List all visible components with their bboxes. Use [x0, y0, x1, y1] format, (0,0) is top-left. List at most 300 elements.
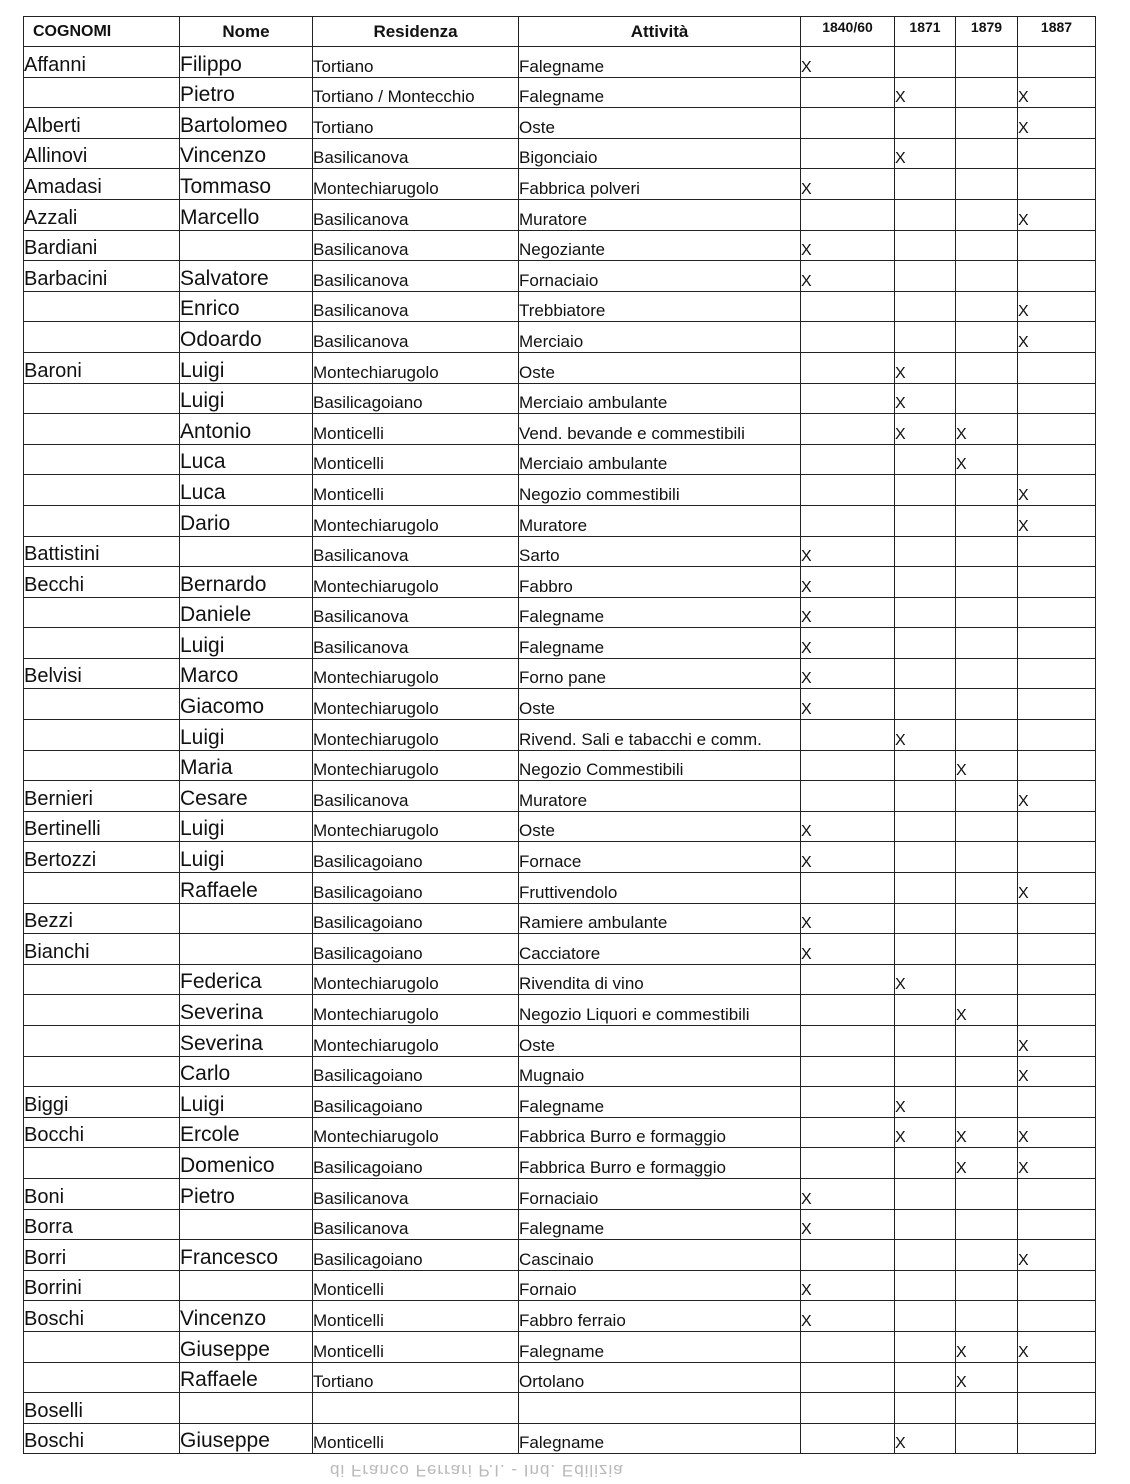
- cell-mark-1871: [895, 597, 956, 628]
- cell-cognome: Boni: [24, 1178, 180, 1209]
- cell-mark-1887: [1018, 169, 1096, 200]
- cell-nome: Luca: [180, 444, 313, 475]
- cell-attivita: Negoziante: [519, 230, 801, 261]
- cell-mark-1879: [956, 597, 1018, 628]
- cell-mark-1840: [801, 873, 895, 904]
- table-row: [24, 658, 1096, 689]
- cell-attivita: Vend. bevande e commestibili: [519, 414, 801, 445]
- cell-cognome: [24, 1331, 180, 1362]
- cell-attivita: Falegname: [519, 1209, 801, 1240]
- cell-mark-1840: X: [801, 261, 895, 292]
- cell-mark-1879: [956, 1056, 1018, 1087]
- cell-residenza: Basilicagoiano: [313, 1240, 519, 1271]
- table-row: [24, 1423, 1096, 1454]
- cell-nome: Domenico: [180, 1148, 313, 1179]
- cell-residenza: Monticelli: [313, 1331, 519, 1362]
- table-row: [24, 1056, 1096, 1087]
- cell-attivita: Falegname: [519, 597, 801, 628]
- table-row: [24, 1026, 1096, 1057]
- table-row: [24, 1209, 1096, 1240]
- cell-mark-1840: [801, 138, 895, 169]
- table-row: [24, 689, 1096, 720]
- cell-mark-1887: [1018, 995, 1096, 1026]
- cell-mark-1840: [801, 1117, 895, 1148]
- cell-cognome: Becchi: [24, 567, 180, 598]
- table-row: [24, 414, 1096, 445]
- cell-mark-1887: [1018, 536, 1096, 567]
- cell-nome: [180, 1209, 313, 1240]
- cell-mark-1879: [956, 1209, 1018, 1240]
- table-row: [24, 291, 1096, 322]
- cell-residenza: Basilicagoiano: [313, 903, 519, 934]
- cell-mark-1887: [1018, 689, 1096, 720]
- document-sheet: [23, 16, 1096, 1454]
- cell-mark-1887: [1018, 261, 1096, 292]
- cell-attivita: Sarto: [519, 536, 801, 567]
- cell-mark-1879: [956, 108, 1018, 139]
- cell-cognome: [24, 505, 180, 536]
- cell-mark-1879: [956, 536, 1018, 567]
- cell-nome: Pietro: [180, 77, 313, 108]
- cell-mark-1887: [1018, 352, 1096, 383]
- cell-mark-1840: [801, 1393, 895, 1424]
- cell-mark-1871: [895, 903, 956, 934]
- cell-mark-1871: [895, 108, 956, 139]
- registry-table: [23, 16, 1096, 1454]
- cell-nome: Antonio: [180, 414, 313, 445]
- cell-mark-1879: [956, 1423, 1018, 1454]
- cell-residenza: [313, 1393, 519, 1424]
- cell-residenza: Montechiarugolo: [313, 169, 519, 200]
- cell-attivita: Ramiere ambulante: [519, 903, 801, 934]
- table-row: [24, 1393, 1096, 1424]
- cell-residenza: Tortiano / Montecchio: [313, 77, 519, 108]
- cell-mark-1840: [801, 1026, 895, 1057]
- cell-attivita: [519, 1393, 801, 1424]
- cell-mark-1887: X: [1018, 108, 1096, 139]
- cell-mark-1887: [1018, 720, 1096, 751]
- cell-mark-1871: [895, 475, 956, 506]
- cell-nome: [180, 934, 313, 965]
- table-row: [24, 750, 1096, 781]
- cell-residenza: Tortiano: [313, 108, 519, 139]
- cell-mark-1887: X: [1018, 77, 1096, 108]
- cell-attivita: Merciaio ambulante: [519, 383, 801, 414]
- cell-mark-1879: [956, 383, 1018, 414]
- cell-attivita: Bigonciaio: [519, 138, 801, 169]
- cell-cognome: [24, 964, 180, 995]
- cell-mark-1879: [956, 658, 1018, 689]
- cell-mark-1879: [956, 352, 1018, 383]
- cell-residenza: Monticelli: [313, 414, 519, 445]
- cell-nome: Severina: [180, 1026, 313, 1057]
- cell-cognome: Bezzi: [24, 903, 180, 934]
- cell-cognome: [24, 750, 180, 781]
- cell-mark-1840: [801, 199, 895, 230]
- cell-mark-1887: [1018, 1087, 1096, 1118]
- cell-mark-1887: X: [1018, 475, 1096, 506]
- cell-mark-1887: [1018, 1209, 1096, 1240]
- cell-cognome: [24, 628, 180, 659]
- cell-mark-1887: X: [1018, 781, 1096, 812]
- cell-mark-1840: X: [801, 842, 895, 873]
- cell-attivita: Ortolano: [519, 1362, 801, 1393]
- cell-residenza: Basilicanova: [313, 597, 519, 628]
- cell-residenza: Tortiano: [313, 1362, 519, 1393]
- table-row: [24, 995, 1096, 1026]
- cell-attivita: Falegname: [519, 47, 801, 78]
- cell-mark-1840: [801, 77, 895, 108]
- cell-residenza: Monticelli: [313, 475, 519, 506]
- cell-mark-1879: X: [956, 1117, 1018, 1148]
- cell-attivita: Muratore: [519, 199, 801, 230]
- table-row: [24, 505, 1096, 536]
- cell-mark-1871: [895, 842, 956, 873]
- cell-cognome: [24, 1148, 180, 1179]
- cell-cognome: Borra: [24, 1209, 180, 1240]
- cell-mark-1887: [1018, 1362, 1096, 1393]
- cell-cognome: [24, 383, 180, 414]
- cell-mark-1879: [956, 873, 1018, 904]
- table-row: [24, 261, 1096, 292]
- cell-residenza: Montechiarugolo: [313, 567, 519, 598]
- cell-mark-1840: [801, 1362, 895, 1393]
- cell-residenza: Basilicanova: [313, 781, 519, 812]
- cell-residenza: Basilicanova: [313, 628, 519, 659]
- table-row: [24, 567, 1096, 598]
- cell-residenza: Basilicanova: [313, 322, 519, 353]
- cell-mark-1879: [956, 628, 1018, 659]
- table-row: [24, 77, 1096, 108]
- cell-mark-1879: [956, 261, 1018, 292]
- cell-mark-1871: X: [895, 1117, 956, 1148]
- cell-mark-1840: X: [801, 47, 895, 78]
- cell-cognome: Barbacini: [24, 261, 180, 292]
- cell-nome: Bernardo: [180, 567, 313, 598]
- cell-mark-1871: [895, 47, 956, 78]
- cell-mark-1871: [895, 995, 956, 1026]
- cell-residenza: Montechiarugolo: [313, 964, 519, 995]
- cell-mark-1840: X: [801, 567, 895, 598]
- cell-residenza: Montechiarugolo: [313, 658, 519, 689]
- cell-mark-1871: [895, 873, 956, 904]
- cell-nome: Pietro: [180, 1178, 313, 1209]
- table-row: [24, 1240, 1096, 1271]
- cell-cognome: [24, 597, 180, 628]
- cell-mark-1879: X: [956, 1148, 1018, 1179]
- header-attivita: Attività: [519, 17, 801, 47]
- cell-mark-1871: [895, 1393, 956, 1424]
- cell-mark-1871: [895, 1240, 956, 1271]
- cell-mark-1840: X: [801, 230, 895, 261]
- cell-nome: Raffaele: [180, 1362, 313, 1393]
- cell-mark-1840: [801, 352, 895, 383]
- cell-cognome: Azzali: [24, 199, 180, 230]
- cell-mark-1871: X: [895, 383, 956, 414]
- cell-mark-1840: X: [801, 1301, 895, 1332]
- table-row: [24, 873, 1096, 904]
- table-row: [24, 322, 1096, 353]
- cell-residenza: Basilicanova: [313, 230, 519, 261]
- cell-residenza: Tortiano: [313, 47, 519, 78]
- cell-residenza: Montechiarugolo: [313, 689, 519, 720]
- cell-mark-1879: X: [956, 995, 1018, 1026]
- cell-mark-1871: [895, 658, 956, 689]
- cell-mark-1887: X: [1018, 1240, 1096, 1271]
- cell-mark-1887: [1018, 628, 1096, 659]
- table-row: [24, 199, 1096, 230]
- cell-cognome: Bertinelli: [24, 811, 180, 842]
- cell-mark-1887: [1018, 842, 1096, 873]
- cell-nome: Odoardo: [180, 322, 313, 353]
- cell-cognome: Bertozzi: [24, 842, 180, 873]
- cell-mark-1879: [956, 934, 1018, 965]
- cell-mark-1840: [801, 995, 895, 1026]
- cell-mark-1879: [956, 199, 1018, 230]
- cell-residenza: Monticelli: [313, 1423, 519, 1454]
- cell-nome: Severina: [180, 995, 313, 1026]
- cell-nome: Luigi: [180, 383, 313, 414]
- cell-mark-1871: [895, 261, 956, 292]
- cell-mark-1887: [1018, 658, 1096, 689]
- cell-residenza: Basilicagoiano: [313, 1087, 519, 1118]
- cell-mark-1871: [895, 1209, 956, 1240]
- cell-mark-1887: [1018, 934, 1096, 965]
- cell-residenza: Basilicanova: [313, 1209, 519, 1240]
- cell-nome: Raffaele: [180, 873, 313, 904]
- table-row: [24, 138, 1096, 169]
- cell-attivita: Falegname: [519, 1423, 801, 1454]
- cell-attivita: Oste: [519, 811, 801, 842]
- cell-mark-1840: [801, 1240, 895, 1271]
- table-row: [24, 536, 1096, 567]
- cell-attivita: Fabbro ferraio: [519, 1301, 801, 1332]
- cell-mark-1871: [895, 567, 956, 598]
- cell-mark-1887: [1018, 444, 1096, 475]
- cell-mark-1840: [801, 1087, 895, 1118]
- table-row: [24, 720, 1096, 751]
- table-row: [24, 1178, 1096, 1209]
- cell-nome: Francesco: [180, 1240, 313, 1271]
- cell-attivita: Muratore: [519, 505, 801, 536]
- cell-residenza: Montechiarugolo: [313, 995, 519, 1026]
- cell-nome: Bartolomeo: [180, 108, 313, 139]
- table-row: [24, 383, 1096, 414]
- cell-cognome: [24, 475, 180, 506]
- cell-nome: Maria: [180, 750, 313, 781]
- cell-mark-1871: [895, 536, 956, 567]
- cell-nome: Dario: [180, 505, 313, 536]
- cell-mark-1887: [1018, 1178, 1096, 1209]
- table-row: [24, 1331, 1096, 1362]
- cell-residenza: Monticelli: [313, 444, 519, 475]
- cell-residenza: Montechiarugolo: [313, 505, 519, 536]
- cell-mark-1871: [895, 322, 956, 353]
- cell-cognome: Boschi: [24, 1423, 180, 1454]
- cell-mark-1871: [895, 230, 956, 261]
- table-row: [24, 230, 1096, 261]
- cell-nome: Giuseppe: [180, 1423, 313, 1454]
- cell-mark-1879: [956, 811, 1018, 842]
- cell-mark-1871: [895, 1056, 956, 1087]
- cell-cognome: Allinovi: [24, 138, 180, 169]
- table-row: [24, 811, 1096, 842]
- cell-attivita: Oste: [519, 1026, 801, 1057]
- cell-attivita: Negozio Liquori e commestibili: [519, 995, 801, 1026]
- cell-mark-1871: [895, 750, 956, 781]
- table-row: [24, 47, 1096, 78]
- cell-attivita: Fornaciaio: [519, 261, 801, 292]
- cell-mark-1879: X: [956, 1331, 1018, 1362]
- cell-mark-1879: [956, 1301, 1018, 1332]
- cell-attivita: Trebbiatore: [519, 291, 801, 322]
- cell-mark-1887: [1018, 383, 1096, 414]
- cell-attivita: Falegname: [519, 628, 801, 659]
- cell-mark-1879: [956, 47, 1018, 78]
- cell-nome: Luigi: [180, 352, 313, 383]
- cell-mark-1879: [956, 903, 1018, 934]
- cell-cognome: Bardiani: [24, 230, 180, 261]
- table-row: [24, 781, 1096, 812]
- table-row: [24, 842, 1096, 873]
- cell-mark-1840: X: [801, 628, 895, 659]
- cell-mark-1871: [895, 169, 956, 200]
- cell-mark-1879: X: [956, 414, 1018, 445]
- cell-mark-1887: [1018, 597, 1096, 628]
- cell-mark-1871: [895, 505, 956, 536]
- cell-residenza: Basilicanova: [313, 536, 519, 567]
- cell-nome: Salvatore: [180, 261, 313, 292]
- cell-nome: Luigi: [180, 628, 313, 659]
- cell-mark-1879: [956, 567, 1018, 598]
- cell-residenza: Montechiarugolo: [313, 1117, 519, 1148]
- cell-nome: Luigi: [180, 720, 313, 751]
- cell-mark-1871: [895, 811, 956, 842]
- cell-nome: [180, 230, 313, 261]
- cell-mark-1871: X: [895, 352, 956, 383]
- cell-mark-1871: [895, 934, 956, 965]
- cell-mark-1879: [956, 1393, 1018, 1424]
- registry-body: [24, 47, 1096, 1454]
- cell-mark-1879: [956, 1178, 1018, 1209]
- cell-nome: [180, 903, 313, 934]
- footer-stamp-text: di Franco Ferrari P.I. - Ind. Edilizia: [330, 1461, 624, 1480]
- cell-mark-1887: X: [1018, 291, 1096, 322]
- cell-mark-1879: [956, 138, 1018, 169]
- cell-mark-1840: [801, 414, 895, 445]
- table-row: [24, 597, 1096, 628]
- cell-cognome: Alberti: [24, 108, 180, 139]
- cell-mark-1871: X: [895, 1423, 956, 1454]
- header-year-1840: 1840/60: [801, 17, 895, 47]
- cell-cognome: Bocchi: [24, 1117, 180, 1148]
- table-row: [24, 628, 1096, 659]
- cell-mark-1840: X: [801, 658, 895, 689]
- cell-mark-1840: [801, 781, 895, 812]
- cell-mark-1871: [895, 444, 956, 475]
- header-year-1879: 1879: [956, 17, 1018, 47]
- cell-mark-1887: [1018, 1393, 1096, 1424]
- cell-mark-1871: X: [895, 77, 956, 108]
- cell-mark-1887: X: [1018, 505, 1096, 536]
- cell-mark-1871: [895, 1026, 956, 1057]
- cell-residenza: Montechiarugolo: [313, 720, 519, 751]
- table-row: [24, 1148, 1096, 1179]
- cell-mark-1871: [895, 628, 956, 659]
- cell-mark-1871: [895, 1301, 956, 1332]
- cell-nome: Luigi: [180, 842, 313, 873]
- cell-mark-1879: [956, 77, 1018, 108]
- cell-nome: Vincenzo: [180, 138, 313, 169]
- cell-mark-1887: X: [1018, 1056, 1096, 1087]
- cell-residenza: Basilicagoiano: [313, 873, 519, 904]
- cell-attivita: Muratore: [519, 781, 801, 812]
- cell-attivita: Merciaio ambulante: [519, 444, 801, 475]
- cell-nome: [180, 1270, 313, 1301]
- cell-mark-1879: [956, 720, 1018, 751]
- cell-attivita: Fabbrica polveri: [519, 169, 801, 200]
- header-year-1887: 1887: [1018, 17, 1096, 47]
- cell-mark-1840: [801, 505, 895, 536]
- cell-mark-1871: [895, 1331, 956, 1362]
- cell-nome: Enrico: [180, 291, 313, 322]
- table-row: [24, 1270, 1096, 1301]
- cell-mark-1871: [895, 1178, 956, 1209]
- cell-mark-1840: [801, 291, 895, 322]
- cell-mark-1840: X: [801, 536, 895, 567]
- cell-residenza: Montechiarugolo: [313, 811, 519, 842]
- cell-nome: Luigi: [180, 811, 313, 842]
- header-year-1871: 1871: [895, 17, 956, 47]
- cell-mark-1879: [956, 842, 1018, 873]
- cell-mark-1887: [1018, 47, 1096, 78]
- cell-residenza: Montechiarugolo: [313, 352, 519, 383]
- table-row: [24, 444, 1096, 475]
- cell-residenza: Basilicanova: [313, 291, 519, 322]
- cell-mark-1840: X: [801, 169, 895, 200]
- cell-cognome: [24, 995, 180, 1026]
- cell-attivita: Mugnaio: [519, 1056, 801, 1087]
- cell-cognome: Boselli: [24, 1393, 180, 1424]
- cell-cognome: Baroni: [24, 352, 180, 383]
- cell-residenza: Monticelli: [313, 1270, 519, 1301]
- cell-nome: Vincenzo: [180, 1301, 313, 1332]
- cell-attivita: Fornaio: [519, 1270, 801, 1301]
- cell-nome: Marcello: [180, 199, 313, 230]
- cell-attivita: Falegname: [519, 1087, 801, 1118]
- cell-attivita: Merciaio: [519, 322, 801, 353]
- cell-mark-1871: [895, 1270, 956, 1301]
- cell-nome: Tommaso: [180, 169, 313, 200]
- cell-mark-1871: X: [895, 414, 956, 445]
- cell-cognome: Borri: [24, 1240, 180, 1271]
- cell-mark-1879: [956, 1087, 1018, 1118]
- cell-mark-1840: X: [801, 1270, 895, 1301]
- cell-mark-1887: X: [1018, 1331, 1096, 1362]
- cell-mark-1840: X: [801, 1209, 895, 1240]
- cell-mark-1840: [801, 383, 895, 414]
- cell-cognome: [24, 444, 180, 475]
- cell-nome: Ercole: [180, 1117, 313, 1148]
- cell-cognome: [24, 414, 180, 445]
- cell-cognome: Amadasi: [24, 169, 180, 200]
- cell-nome: Giacomo: [180, 689, 313, 720]
- table-row: [24, 934, 1096, 965]
- cell-mark-1879: [956, 322, 1018, 353]
- cell-attivita: Oste: [519, 689, 801, 720]
- cell-mark-1840: X: [801, 1178, 895, 1209]
- cell-mark-1887: X: [1018, 1026, 1096, 1057]
